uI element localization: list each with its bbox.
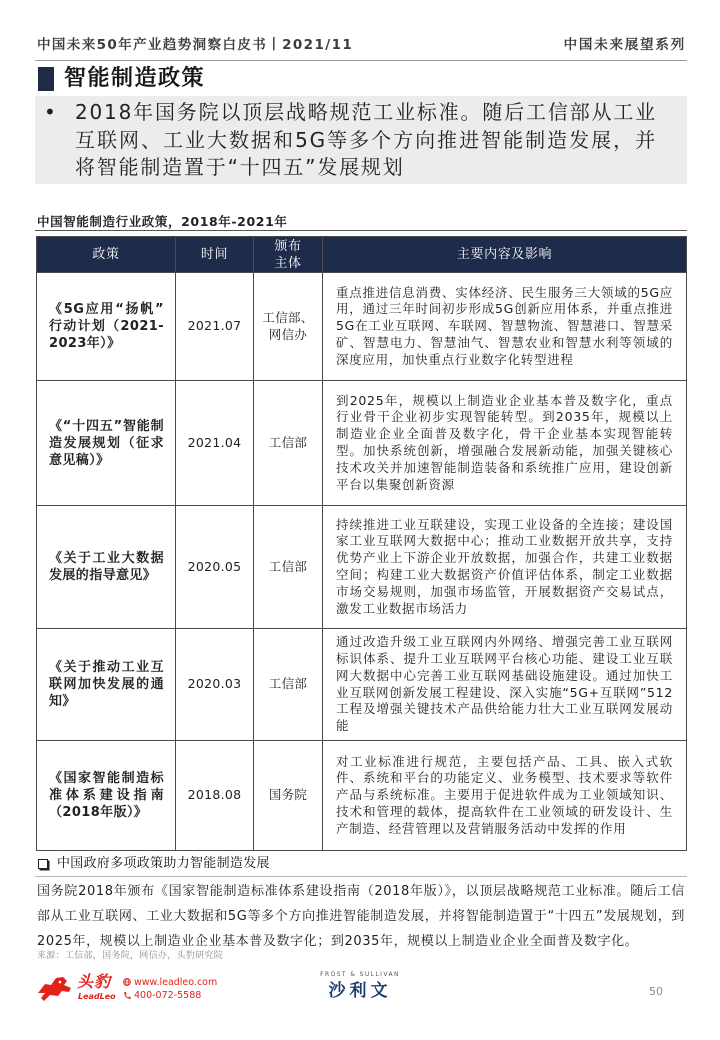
brand-name-en: LeadLeo [78,992,116,1001]
report-series: 中国未来展望系列 [563,37,686,53]
date-cell: 2021.04 [176,381,254,506]
issuer-cell: 工信部 [254,506,323,629]
globe-icon [123,978,131,986]
phone-text: 400-072-5588 [134,990,202,1001]
content-cell: 到2025年，规模以上制造业企业基本普及数字化，重点行业骨干企业初步实现智能转型。到2035年，规模以上制造业企业全面普及数字化，骨干企业基本实现智能转型。加快系统创新，增强融合发展新动能，加强关键核心技术攻关并加速智能制造装备和系统推广应用，建设创新平台以集聚创新资源 [323,381,687,506]
table-row [37,381,687,506]
report-title: 中国未来50年产业趋势洞察白皮书丨2021/11 [37,37,354,53]
table-row [37,273,687,381]
date-cell: 2021.07 [176,273,254,381]
checkbox-icon [38,859,48,869]
column-header-date: 时间 [176,237,254,273]
phone-icon [123,991,131,1000]
summary-paragraph: 国务院2018年颁布《国家智能制造标准体系建设指南（2018年版）》，以顶层战略规范工业标准。随后工信部从工业互联网、工业大数据和5G等多个方向推进智能制造发展，并将智能制造置于“十四五”发展规划，到2025年，规模以上制造业企业基本普及数字化；到2035年，规模以上制造业企业全面普及数字化。 [37,884,685,949]
summary-heading: 中国政府多项政策助力智能制造发展 [57,856,270,871]
content-cell: 重点推进信息消费、实体经济、民生服务三大领域的5G应用，通过三年时间初步形成5G创新应用体系，并重点推进5G在工业互联网、车联网、智慧物流、智慧港口、智慧采矿、智慧电力、智慧油气、智慧农业和智慧水利等领域的深度应用，加快重点行业数字化转型进程 [323,273,687,381]
table-caption: 中国智能制造行业政策，2018年-2021年 [37,214,288,229]
table-row [37,741,687,851]
section-title: 智能制造政策 [64,66,206,91]
summary-divider [35,876,687,877]
date-cell: 2018.08 [176,741,254,851]
leadleo-logo-icon [36,974,74,1002]
page-number: 50 [649,985,663,998]
table-header-row [37,237,687,273]
policy-name-cell: 《5G应用“扬帆”行动计划（2021-2023年）》 [37,273,176,381]
source-note: 来源：工信部，国务院，网信办，头豹研究院 [37,951,224,961]
partner-logo-cn: 沙利文 [328,981,392,1001]
issuer-cell: 工信部 [254,629,323,741]
policy-name-cell: 《“十四五”智能制造发展规划（征求意见稿）》 [37,381,176,506]
date-cell: 2020.03 [176,629,254,741]
issuer-cell: 国务院 [254,741,323,851]
table-row [37,629,687,741]
column-header-content: 主要内容及影响 [323,237,687,273]
table-row [37,506,687,629]
date-cell: 2020.05 [176,506,254,629]
column-header-issuer: 颁布主体 [254,237,323,273]
content-cell: 通过改造升级工业互联网内外网络、增强完善工业互联网标识体系、提升工业互联网平台核心功能、建设工业互联网大数据中心完善工业互联网基础设施建设。通过加快工业互联网创新发展工程建设、深入实施“5G+互联网”512工程及增强关键技术产品供给能力壮大工业互联网发展动能 [323,629,687,741]
policy-table [36,236,687,851]
square-marker-icon [38,67,54,91]
header-divider [35,60,687,61]
policy-name-cell: 《国家智能制造标准体系建设指南（2018年版）》 [37,741,176,851]
brand-name-cn: 头豹 [77,972,112,991]
issuer-cell: 工信部、网信办 [254,273,323,381]
content-cell: 持续推进工业互联建设，实现工业设备的全连接；建设国家工业互联网大数据中心；推动工业数据开放共享，支持优势产业上下游企业开放数据，加强合作，共建工业数据空间；构建工业大数据资产价值评估体系，制定工业数据市场交易规则，加强市场监管，开展数据资产交易试点，激发工业数据市场活力 [323,506,687,629]
issuer-cell: 工信部 [254,381,323,506]
policy-name-cell: 《关于工业大数据发展的指导意见》 [37,506,176,629]
content-cell: 对工业标准进行规范，主要包括产品、工具、嵌入式软件、系统和平台的功能定义、业务模型、技术要求等软件产品与系统标准。主要用于促进软件成为工业领域知识、技术和管理的载体，提高软件在工业领域的研发设计、生产制造、经营管理以及营销服务活动中发挥的作用 [323,741,687,851]
website-text: www.leadleo.com [134,977,218,988]
partner-logo-en: FROST & SULLIVAN [320,971,400,978]
highlight-bullet: • [44,100,56,124]
column-header-policy: 政策 [37,237,176,273]
caption-divider [35,230,687,231]
policy-name-cell: 《关于推动工业互联网加快发展的通知》 [37,629,176,741]
highlight-text: 2018年国务院以顶层战略规范工业标准。随后工信部从工业互联网、工业大数据和5G等多个方向推进智能制造发展，并将智能制造置于“十四五”发展规划 [75,100,657,179]
